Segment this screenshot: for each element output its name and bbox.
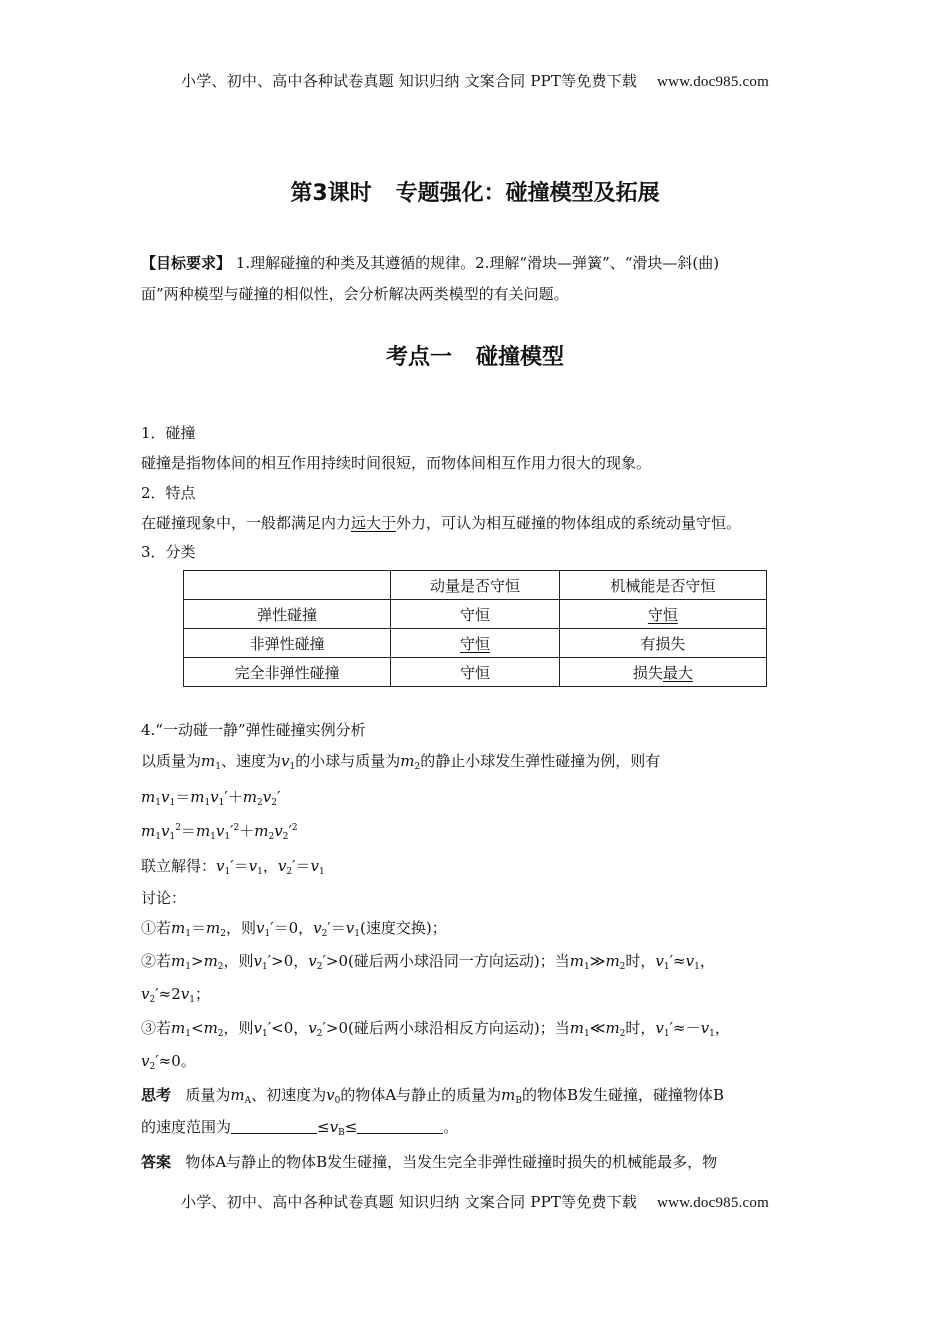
header-site[interactable]: www.doc985.com	[657, 74, 769, 90]
case-2: ②若$m_1>m_2$，则$v_1'>0$，$v_2'>0$(碰后两小球沿同一方向运动)；当$m_1≫m_2$时，$v_1'\approx v_1$，	[141, 952, 715, 972]
section-number: 考点一	[385, 345, 452, 370]
solution-line: 联立解得：$v_1'=v_1$，$v_2'=v_1$	[141, 857, 325, 877]
objectives-text2: 面”两种模型与碰撞的相似性，会分析解决两类模型的有关问题。	[141, 285, 569, 303]
footer-site[interactable]: www.doc985.com	[657, 1195, 769, 1211]
analysis-intro: 以质量为$m_1$、速度为$v_1$的小球与质量为$m_2$的静止小球发生弹性碰撞为例，则有	[141, 752, 661, 772]
table-row	[184, 629, 767, 658]
table-cell-momentum: 守恒	[391, 600, 559, 629]
discussion-label: 讨论：	[141, 889, 187, 907]
item1-text: 碰撞是指物体间的相互作用持续时间很短，而物体间相互作用力很大的现象。	[141, 454, 652, 472]
footer-text: 小学、初中、高中各种试卷真题 知识归纳 文案合同 PPT等免费下载	[181, 1193, 638, 1211]
table-cell-momentum: 守恒	[391, 658, 559, 687]
table-cell-momentum: 守恒	[391, 629, 559, 658]
title-topic: 专题强化：碰撞模型及拓展	[395, 181, 660, 206]
table-row	[184, 658, 767, 687]
table-header-cell: 动量是否守恒	[391, 571, 559, 600]
case-2-continued: $v_2'\approx 2v_1$；	[141, 985, 210, 1005]
momentum-equation: $m_1v_1=m_1v_1'+m_2v_2'$	[141, 788, 281, 808]
case-3-continued: $v_2'\approx 0$。	[141, 1052, 196, 1072]
think-question: 思考 质量为$m_A$、初速度为$v_0$的物体A与静止的质量为$m_B$的物体B发生碰撞，碰撞物体B	[141, 1086, 725, 1106]
think-question-continued: 的速度范围为 $\le v_B\le$ 。	[141, 1118, 459, 1138]
page-footer	[0, 1191, 950, 1212]
objectives-line1	[141, 252, 719, 273]
answer-line	[141, 1151, 717, 1172]
case-3: ③若$m_1<m_2$，则$v_1'<0$，$v_2'>0$(碰后两小球沿相反方向运动)；当$m_1≪m_2$时，$v_1'\approx-v_1$，	[141, 1019, 730, 1039]
underlined-answer: 远大于	[351, 514, 397, 532]
objectives-line2	[141, 283, 569, 304]
answer-label: 答案	[141, 1153, 172, 1171]
answer-blank[interactable]	[357, 1119, 443, 1134]
answer-blank[interactable]	[231, 1119, 317, 1134]
answer-text: 物体A与静止的物体B发生碰撞，当发生完全非弹性碰撞时损失的机械能最多，物	[185, 1153, 718, 1171]
item2-heading: 2．特点	[141, 484, 196, 502]
table-cell-type: 完全非弹性碰撞	[184, 658, 391, 687]
page-title	[0, 176, 950, 207]
table-cell-type: 非弹性碰撞	[184, 629, 391, 658]
objectives-text1: 1.理解碰撞的种类及其遵循的规律。2.理解“滑块—弹簧”、“滑块—斜(曲)	[235, 254, 720, 272]
collision-table	[183, 570, 767, 687]
table-header-cell	[184, 571, 391, 600]
page-header	[0, 70, 950, 91]
title-lesson: 第3课时	[290, 181, 372, 206]
table-cell-energy: 损失最大	[559, 658, 766, 687]
table-cell-energy: 有损失	[559, 629, 766, 658]
item1-heading: 1．碰撞	[141, 424, 196, 442]
table-header-row	[184, 571, 767, 600]
section-title	[0, 340, 950, 371]
section-name: 碰撞模型	[476, 345, 565, 370]
item4-heading: 4.“一动碰一静”弹性碰撞实例分析	[141, 721, 366, 739]
table-cell-energy: 守恒	[559, 600, 766, 629]
table-row	[184, 600, 767, 629]
item3-heading: 3．分类	[141, 543, 196, 561]
table-cell-type: 弹性碰撞	[184, 600, 391, 629]
case-1: ①若$m_1=m_2$，则$v_1'=0$，$v_2'=v_1$(速度交换)；	[141, 919, 447, 939]
think-label: 思考	[141, 1086, 172, 1104]
energy-equation: $m_1v_1^2=m_1v_1'^2+m_2v_2'^2$	[141, 822, 298, 842]
header-text: 小学、初中、高中各种试卷真题 知识归纳 文案合同 PPT等免费下载	[181, 72, 638, 90]
objectives-label: 【目标要求】	[141, 254, 232, 272]
item2-text: 在碰撞现象中，一般都满足内力远大于外力，可认为相互碰撞的物体组成的系统动量守恒。	[141, 514, 742, 532]
table-header-cell: 机械能是否守恒	[559, 571, 766, 600]
